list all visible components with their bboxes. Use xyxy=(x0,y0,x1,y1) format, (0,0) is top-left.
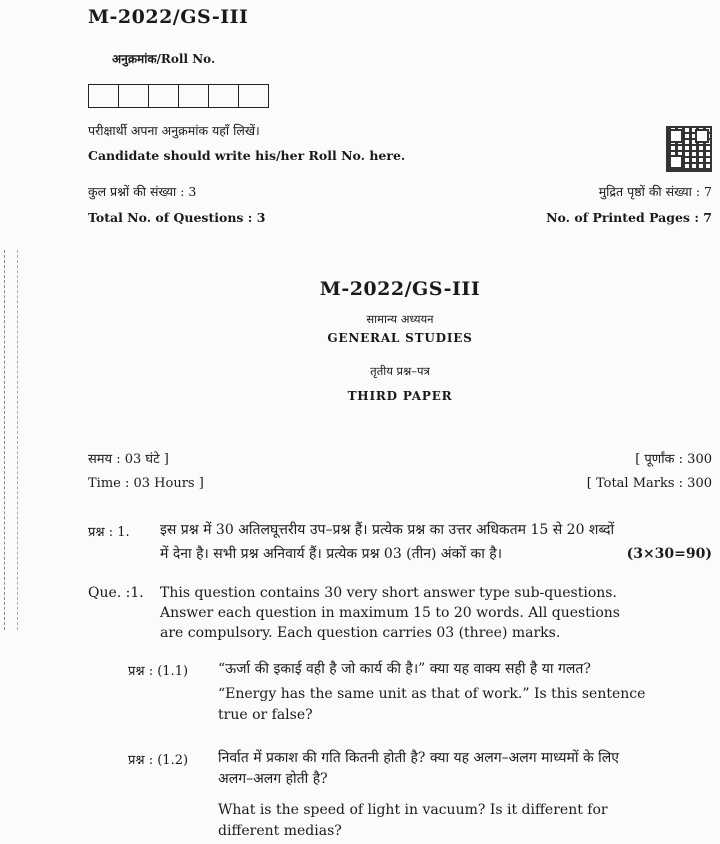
question-1-text-english-line1: This question contains 30 very short answer type sub-questions. xyxy=(160,585,617,601)
roll-number-box xyxy=(119,85,149,107)
question-1-marks: (3×30=90) xyxy=(626,546,712,562)
question-1-text-hindi-line1: इस प्रश्न में 30 अतिलघूत्तरीय उप–प्रश्न हैं। प्रत्येक प्रश्न का उत्तर अधिकतम 15 से 20 शब्दों xyxy=(160,522,615,538)
total-questions-english: Total No. of Questions : 3 xyxy=(88,210,266,225)
subquestion-1-1-english: “Energy has the same unit as that of work.” Is this sentence true or false? xyxy=(218,686,646,723)
time-english: Time : 03 Hours ] xyxy=(88,476,204,491)
roll-number-box xyxy=(239,85,268,107)
paper-number-english: THIRD PAPER xyxy=(347,389,453,403)
subquestion-1-1-hindi: “ऊर्जा की इकाई वही है जो कार्य की है।” क्या यह वाक्य सही है या गलत? xyxy=(218,661,591,677)
roll-number-box xyxy=(149,85,179,107)
question-1-label-hindi: प्रश्न : 1. xyxy=(88,525,130,540)
qr-code-icon xyxy=(666,126,712,172)
paper-title: M-2022/GS-III xyxy=(319,278,481,300)
printed-pages-hindi: मुद्रित पृष्ठों की संख्या : 7 xyxy=(598,184,712,199)
subject-hindi: सामान्य अध्ययन xyxy=(366,312,434,326)
question-1-text-english-line3: are compulsory. Each question carries 03 (three) marks. xyxy=(160,625,561,641)
max-marks-english: [ Total Marks : 300 xyxy=(586,476,712,491)
subquestion-1-2-english: What is the speed of light in vacuum? Is it different for different medias? xyxy=(218,802,608,839)
subquestion-1-2-label: प्रश्न : (1.2) xyxy=(128,753,189,768)
question-1-text-hindi-line2: में देना है। सभी प्रश्न अनिवार्य हैं। प्रत्येक प्रश्न 03 (तीन) अंकों का है। xyxy=(160,546,503,562)
roll-instruction-hindi: परीक्षार्थी अपना अनुक्रमांक यहाँ लिखें। xyxy=(88,123,260,138)
subject-english: GENERAL STUDIES xyxy=(327,331,473,345)
paper-number-hindi: तृतीय प्रश्न–पत्र xyxy=(370,364,430,378)
question-1-label-english: Que. :1. xyxy=(88,585,144,601)
max-marks-hindi: [ पूर्णांक : 300 xyxy=(635,452,712,467)
roll-instruction-english: Candidate should write his/her Roll No. here. xyxy=(88,148,406,163)
roll-number-label: अनुक्रमांक/Roll No. xyxy=(112,52,216,66)
roll-number-box xyxy=(209,85,239,107)
roll-number-box xyxy=(89,85,119,107)
printed-pages-english: No. of Printed Pages : 7 xyxy=(546,210,712,225)
header-paper-code: M-2022/GS-III xyxy=(88,6,249,28)
subquestion-1-1-label: प्रश्न : (1.1) xyxy=(128,664,189,679)
total-questions-hindi: कुल प्रश्नों की संख्या : 3 xyxy=(88,184,197,199)
roll-number-box xyxy=(179,85,209,107)
subquestion-1-2-hindi: निर्वात में प्रकाश की गति कितनी होती है? क्या यह अलग–अलग माध्यमों के लिए अलग–अलग होती है? xyxy=(218,750,620,787)
question-1-text-english-line2: Answer each question in maximum 15 to 20 words. All questions xyxy=(160,605,620,621)
time-hindi: समय : 03 घंटे ] xyxy=(88,452,169,467)
roll-number-boxes xyxy=(88,84,269,108)
binding-edge-marks xyxy=(4,250,18,630)
